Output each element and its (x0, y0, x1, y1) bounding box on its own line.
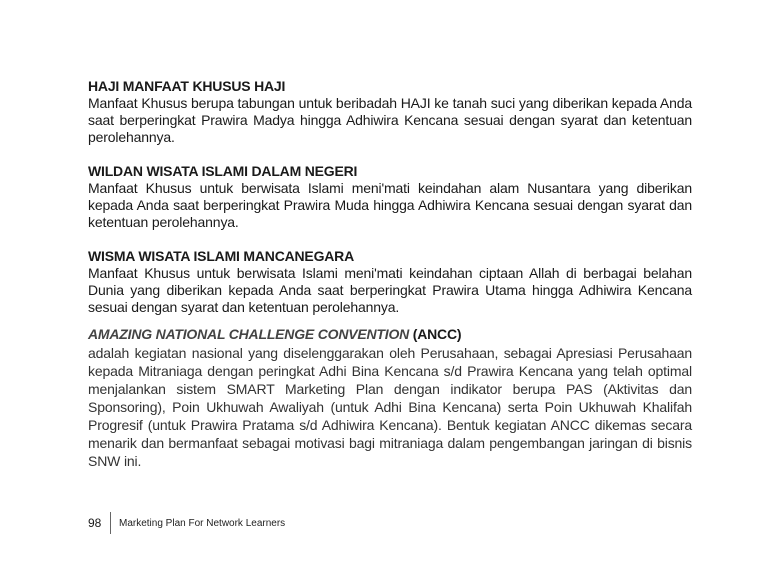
page-number: 98 (88, 516, 102, 530)
section-ancc (88, 326, 692, 470)
ancc-heading-italic: AMAZING NATIONAL CHALLENGE CONVENTION (88, 326, 410, 342)
section-body: Manfaat Khusus untuk berwisata Islami meni'mati keindahan alam Nusantara yang diberikan kepada Anda saat berperingkat Prawira Muda hingga Adhiwira Kencana sesuai dengan syarat dan ketentuan perolehannya. (88, 180, 692, 230)
section-body: Manfaat Khusus untuk berwisata Islami meni'mati keindahan ciptaan Allah di berbagai belahan Dunia yang diberikan kepada Anda saat berperingkat Prawira Utama hingga Adhiwira Kencana sesuai dengan syarat dan ketentuan perolehannya. (88, 265, 692, 315)
ancc-heading-suffix: (ANCC) (409, 326, 462, 342)
section-wildan (88, 163, 692, 231)
section-haji (88, 78, 692, 146)
section-heading: WISMA WISATA ISLAMI MANCANEGARA (88, 248, 354, 264)
section-body: Manfaat Khusus berupa tabungan untuk beribadah HAJI ke tanah suci yang diberikan kepada Anda saat berperingkat Prawira Madya hingga Adhiwira Kencana sesuai dengan syarat dan ketentuan perolehannya. (88, 95, 692, 145)
page-content (88, 78, 692, 470)
book-title: Marketing Plan For Network Learners (119, 517, 286, 529)
section-heading: WILDAN WISATA ISLAMI DALAM NEGERI (88, 163, 358, 179)
ancc-heading (88, 326, 692, 343)
ancc-body: adalah kegiatan nasional yang diselenggarakan oleh Perusahaan, sebagai Apresiasi Perusahaan kepada Mitraniaga dengan peringkat Adhi Bina Kencana s/d Prawira Kencana yang telah optimal menjalankan sistem SMART Marketing Plan dengan indikator berupa PAS (Aktivitas dan Sponsoring), Poin Ukhuwah Awaliyah (untuk Adhi Bina Kencana) serta Poin Ukhuwah Khalifah Progresif (untuk Prawira Pratama s/d Adhiwira Kencana). Bentuk kegiatan ANCC dikemas secara menarik dan bermanfaat sebagai motivasi bagi mitraniaga dalam pengembangan jaringan di bisnis SNW ini. (88, 345, 692, 469)
page-footer (88, 512, 285, 534)
section-heading: HAJI MANFAAT KHUSUS HAJI (88, 78, 286, 94)
footer-divider (110, 512, 111, 534)
section-wisma (88, 248, 692, 316)
